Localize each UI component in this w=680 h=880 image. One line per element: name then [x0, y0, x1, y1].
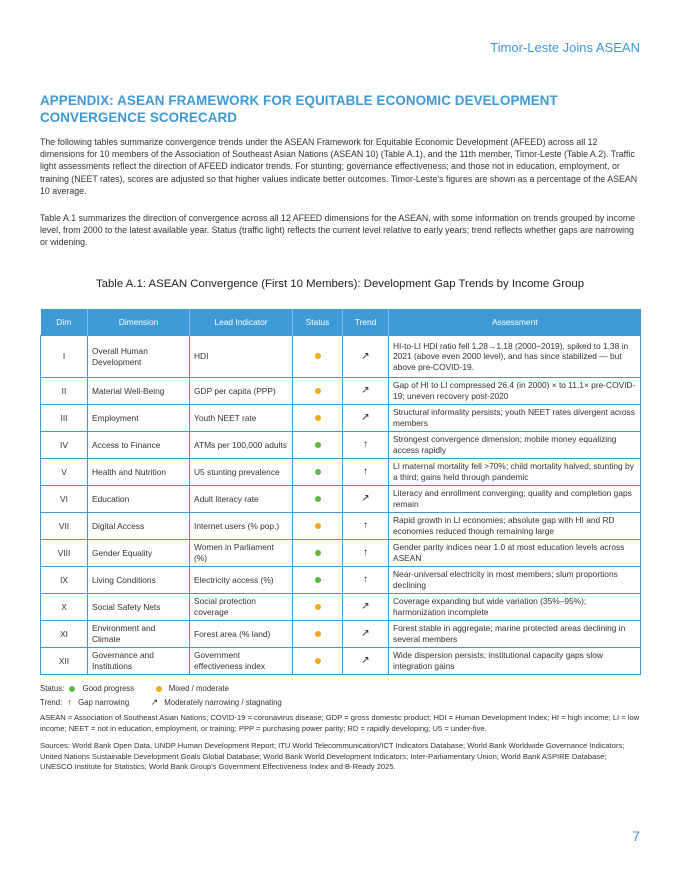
row-assessment: LI maternal mortality fell >70%; child mortality halved; stunting by a third; gains held through pandemic — [389, 459, 641, 486]
row-status — [293, 567, 343, 594]
row-lead-indicator: Youth NEET rate — [190, 405, 293, 432]
arrow-up-icon: ↑ — [363, 439, 368, 451]
row-lead-indicator: Women in Parliament (%) — [190, 540, 293, 567]
table-row — [41, 405, 641, 432]
row-dim: VIII — [41, 540, 88, 567]
table-row — [41, 459, 641, 486]
status-amber-dot — [315, 523, 321, 529]
row-assessment: Gap of HI to LI compressed 26.4 (in 2000) × to 11.1× pre-COVID-19; uneven recovery post-2020 — [389, 378, 641, 405]
row-lead-indicator: HDI — [190, 336, 293, 378]
row-dimension: Employment — [88, 405, 190, 432]
arrow-up-right-icon: ↗ — [150, 697, 159, 707]
row-trend — [343, 336, 389, 378]
legend-mixed: Mixed / moderate — [168, 684, 229, 693]
row-status — [293, 486, 343, 513]
arrow-up-right-icon: ↗ — [361, 412, 370, 424]
legend-gap-narrowing: Gap narrowing — [78, 698, 130, 707]
row-dim: V — [41, 459, 88, 486]
legend-trend-label: Trend: — [40, 698, 63, 707]
table-row — [41, 567, 641, 594]
status-amber-dot — [315, 631, 321, 637]
row-assessment: Wide dispersion persists; institutional capacity gaps slow integration gains — [389, 648, 641, 675]
status-legend — [40, 684, 229, 693]
row-trend — [343, 432, 389, 459]
row-assessment: Structural informality persists; youth NEET rates divergent across members — [389, 405, 641, 432]
row-dim: I — [41, 336, 88, 378]
status-amber-dot — [315, 415, 321, 421]
row-status — [293, 405, 343, 432]
row-assessment: Forest stable in aggregate; marine protected areas declining in several members — [389, 621, 641, 648]
row-status — [293, 378, 343, 405]
row-lead-indicator: ATMs per 100,000 adults — [190, 432, 293, 459]
row-status — [293, 621, 343, 648]
row-trend — [343, 513, 389, 540]
row-trend — [343, 621, 389, 648]
row-status — [293, 540, 343, 567]
legend-green-dot — [69, 686, 75, 692]
row-dimension: Living Conditions — [88, 567, 190, 594]
row-dim: IV — [41, 432, 88, 459]
row-assessment: Near-universal electricity in most members; slum proportions declining — [389, 567, 641, 594]
arrow-up-right-icon: ↗ — [361, 493, 370, 505]
row-lead-indicator: Social protection coverage — [190, 594, 293, 621]
table-row — [41, 540, 641, 567]
row-lead-indicator: Internet users (% pop.) — [190, 513, 293, 540]
row-trend — [343, 486, 389, 513]
row-status — [293, 336, 343, 378]
row-lead-indicator: U5 stunting prevalence — [190, 459, 293, 486]
header-dim: Dim — [41, 309, 88, 336]
arrow-up-right-icon: ↗ — [361, 385, 370, 397]
row-trend — [343, 378, 389, 405]
table-row — [41, 378, 641, 405]
row-dimension: Health and Nutrition — [88, 459, 190, 486]
table-caption: Table A.1: ASEAN Convergence (First 10 Members): Development Gap Trends by Income Group — [95, 278, 585, 290]
table-row — [41, 486, 641, 513]
arrow-up-right-icon: ↗ — [361, 350, 370, 362]
row-dimension: Access to Finance — [88, 432, 190, 459]
row-status — [293, 513, 343, 540]
row-status — [293, 432, 343, 459]
status-green-dot — [315, 550, 321, 556]
table-row — [41, 336, 641, 378]
legend-amber-dot — [156, 686, 162, 692]
row-dim: XII — [41, 648, 88, 675]
arrow-up-right-icon: ↗ — [361, 628, 370, 640]
row-trend — [343, 594, 389, 621]
status-green-dot — [315, 496, 321, 502]
row-dim: VI — [41, 486, 88, 513]
row-assessment: Rapid growth in LI economies; absolute gap with HI and RD economies reduced though remaining large — [389, 513, 641, 540]
row-trend — [343, 648, 389, 675]
trend-legend — [40, 697, 282, 708]
row-dimension: Governance and Institutions — [88, 648, 190, 675]
row-dimension: Environment and Climate — [88, 621, 190, 648]
header-status: Status — [293, 309, 343, 336]
arrow-up-icon: ↑ — [363, 547, 368, 559]
row-dim: II — [41, 378, 88, 405]
row-trend — [343, 567, 389, 594]
row-dim: X — [41, 594, 88, 621]
row-status — [293, 648, 343, 675]
arrow-up-icon: ↑ — [363, 466, 368, 478]
row-dimension: Social Safety Nets — [88, 594, 190, 621]
header-assessment: Assessment — [389, 309, 641, 336]
status-green-dot — [315, 577, 321, 583]
row-dimension: Overall Human Development — [88, 336, 190, 378]
table-row — [41, 513, 641, 540]
row-assessment: Gender parity indices near 1.0 at most education levels across ASEAN — [389, 540, 641, 567]
running-header-title: Timor-Leste Joins ASEAN — [490, 40, 640, 55]
row-lead-indicator: Electricity access (%) — [190, 567, 293, 594]
status-amber-dot — [315, 388, 321, 394]
row-trend — [343, 540, 389, 567]
arrow-up-icon: ↑ — [363, 520, 368, 532]
row-dimension: Gender Equality — [88, 540, 190, 567]
header-lead-indicator: Lead Indicator — [190, 309, 293, 336]
abbreviations-note: ASEAN = Association of Southeast Asian Nations; COVID-19 = coronavirus disease; GDP = gross domestic product; HDI = Human Development Index; HI = high income; LI = low income; NEET = not in education, employment, or training; PPP = purchasing power parity; RD = rapidly developing; U5 = under-five. — [40, 713, 640, 733]
row-assessment: Strongest convergence dimension; mobile money equalizing access rapidly — [389, 432, 641, 459]
status-amber-dot — [315, 604, 321, 610]
convergence-table — [40, 309, 641, 675]
status-green-dot — [315, 442, 321, 448]
row-status — [293, 459, 343, 486]
row-dim: VII — [41, 513, 88, 540]
status-amber-dot — [315, 353, 321, 359]
row-lead-indicator: Forest area (% land) — [190, 621, 293, 648]
row-lead-indicator: Government effectiveness index — [190, 648, 293, 675]
row-trend — [343, 459, 389, 486]
row-dim: XI — [41, 621, 88, 648]
row-dimension: Education — [88, 486, 190, 513]
table-summary-paragraph: Table A.1 summarizes the direction of convergence across all 12 AFEED dimensions for the ASEAN, with some information on trends grouped by income level, from 2000 to the latest available year. Status (traffic light) reflects the current level relative to early years; trend reflects whether gaps are narrowing or widening. — [40, 213, 636, 248]
legend-moderately-narrowing: Moderately narrowing / stagnating — [164, 698, 282, 707]
arrow-up-icon: ↑ — [363, 574, 368, 586]
page-number: 7 — [632, 828, 640, 844]
header-dimension: Dimension — [88, 309, 190, 336]
row-lead-indicator: Adult literacy rate — [190, 486, 293, 513]
row-dim: IX — [41, 567, 88, 594]
status-amber-dot — [315, 658, 321, 664]
arrow-up-icon: ↑ — [67, 697, 72, 707]
page-title: APPENDIX: ASEAN FRAMEWORK FOR EQUITABLE ECONOMIC DEVELOPMENT CONVERGENCE SCORECARD — [40, 93, 558, 125]
row-assessment: HI-to-LI HDI ratio fell 1.28→1.18 (2000–2019), spiked to 1.38 in 2021 (above even 2000 level), and has since stabilized — but above pre-COVID-19. — [389, 336, 641, 378]
legend-good-progress: Good progress — [82, 684, 135, 693]
table-row — [41, 594, 641, 621]
table-row — [41, 432, 641, 459]
table-row — [41, 648, 641, 675]
row-assessment: Literacy and enrollment converging; quality and completion gaps remain — [389, 486, 641, 513]
row-status — [293, 594, 343, 621]
sources-note: Sources: World Bank Open Data, UNDP Human Development Report; ITU World Telecommunication/ICT Indicators Database; World Bank Worldwide Governance Indicators; United Nations Sustainable Development Goals Global Database; World Bank World Development Indicators; Inter-Parliamentary Union; World Bank ASPIRE Database; UNESCO Institute for Statistics; World Bank Group's Government Effectiveness Index and B-Ready 2025. — [40, 741, 625, 772]
table-row — [41, 621, 641, 648]
table-header-row — [41, 309, 641, 336]
row-trend — [343, 405, 389, 432]
header-trend: Trend — [343, 309, 389, 336]
status-green-dot — [315, 469, 321, 475]
row-dimension: Digital Access — [88, 513, 190, 540]
row-dim: III — [41, 405, 88, 432]
intro-paragraph: The following tables summarize convergence trends under the ASEAN Framework for Equitable Economic Development (AFEED) across all 12 dimensions for 10 members of the Association of Southeast Asian Nations (ASEAN 10) (Table A.1), and the 11th member, Timor-Leste (Table A.2). Traffic light assessments reflect the direction of AFEED indicator trends. For stunting; governance effectiveness; and those not in education, employment, or training (NEET rates), scores are adjusted so that higher values indicate better outcomes. Timor-Leste's figures are shown as a percentage of the ASEAN 10 average. — [40, 137, 638, 196]
legend-status-label: Status: — [40, 684, 65, 693]
arrow-up-right-icon: ↗ — [361, 655, 370, 667]
row-assessment: Coverage expanding but wide variation (35%–95%); harmonization incomplete — [389, 594, 641, 621]
row-lead-indicator: GDP per capita (PPP) — [190, 378, 293, 405]
row-dimension: Material Well-Being — [88, 378, 190, 405]
arrow-up-right-icon: ↗ — [361, 601, 370, 613]
